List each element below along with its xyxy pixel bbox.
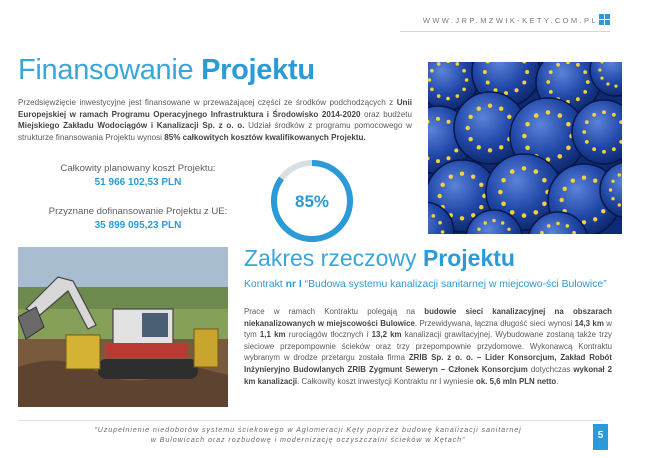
eu-grant-value: 35 899 095,23 PLN <box>94 220 182 231</box>
eu-star <box>566 146 571 151</box>
eu-star <box>534 113 539 118</box>
text-bold: 14,3 km <box>574 318 604 328</box>
eu-star <box>592 113 596 117</box>
eu-star <box>510 210 515 215</box>
eu-star <box>547 224 551 228</box>
eu-star <box>460 172 464 176</box>
eu-star <box>441 230 445 234</box>
eu-grant-label: Przyznane dofinansowanie Projektu z UE: <box>48 206 228 217</box>
eu-star <box>446 97 450 101</box>
text-bold: ok. 5,6 mln PLN netto <box>476 376 557 386</box>
text-bold: Unii Europejskiej w ramach Programu Operacyjnego Infrastruktura i Środowisko 2014-2020 <box>18 98 412 119</box>
eu-star <box>507 115 511 119</box>
eu-star <box>583 70 587 74</box>
eu-star <box>449 175 453 179</box>
windows-grid-icon <box>599 14 610 25</box>
eu-star <box>556 222 560 226</box>
eu-star <box>454 149 458 153</box>
eu-star <box>583 90 587 94</box>
eu-star <box>546 80 550 84</box>
footer-line-2: w Bulowicach oraz rozbudowę i modernizację oczyszczalni ścieków w Kętach” <box>150 434 466 444</box>
eu-star <box>546 110 551 115</box>
excavator-tracks <box>98 359 198 379</box>
text-run: . Całkowity koszt inwestycji Kontraktu nr I wyniesie <box>297 376 476 386</box>
excavator-photo <box>18 247 228 407</box>
eu-star <box>456 62 460 66</box>
total-cost-value: 51 966 102,53 PLN <box>94 177 182 188</box>
eu-star <box>488 148 492 152</box>
eu-star <box>522 213 527 218</box>
text-run: kanalizacji grawitacyjnej. Wybudowane zostaną także trzy sieciowe przepompownie ścieków oraz trzy przepompownie przydomowe. Wykonawcą Kontraktu wybranym w drodze przetargu została firma <box>244 330 612 363</box>
text-bold: nr I <box>285 279 302 290</box>
section-title-financing <box>18 54 315 86</box>
text-run: . <box>556 376 559 386</box>
text-bold: 13,2 km <box>371 330 402 340</box>
title-light: Finansowanie <box>18 54 202 86</box>
eu-star <box>522 134 527 139</box>
eu-star <box>556 63 560 67</box>
eu-star <box>618 173 621 176</box>
text-run: Kontrakt <box>244 279 286 290</box>
eu-star <box>560 198 564 202</box>
eu-star <box>456 94 460 98</box>
eu-flag-badges-photo <box>428 62 622 234</box>
eu-star <box>585 140 589 144</box>
cab-window <box>142 313 168 337</box>
eu-star <box>462 69 466 73</box>
text-run: rurociągów tłocznych i <box>285 330 372 340</box>
eu-star <box>576 97 580 101</box>
eu-star <box>601 209 605 213</box>
eu-star <box>488 104 492 108</box>
eu-star <box>609 188 612 191</box>
financing-paragraph <box>18 97 412 143</box>
eu-star <box>571 179 575 183</box>
eu-star <box>492 219 495 222</box>
eu-star <box>534 210 539 215</box>
eu-star <box>566 122 571 127</box>
eu-star <box>582 130 586 134</box>
eu-star <box>484 221 487 224</box>
eu-star <box>507 228 510 231</box>
eu-star <box>558 113 563 118</box>
eu-star <box>585 120 589 124</box>
eu-star <box>477 107 481 111</box>
eu-star <box>525 70 529 74</box>
eu-star <box>542 202 547 207</box>
text-run: Prace w ramach Kontraktu polegają na <box>244 307 425 316</box>
eu-star <box>469 137 473 141</box>
formwork-right <box>194 329 218 367</box>
total-cost-label: Całkowity planowany koszt Projektu: <box>60 163 216 174</box>
eu-star <box>462 88 466 92</box>
eu-star <box>469 115 473 119</box>
website-url[interactable]: WWW.JRP.MZWIK-KETY.COM.PL <box>422 16 598 25</box>
eu-star <box>479 183 483 187</box>
text-run: . Przewidywana, łączna długość sieci wynosi <box>414 318 575 328</box>
eu-star <box>486 81 490 85</box>
eu-star <box>593 217 597 221</box>
formwork-left <box>66 335 100 369</box>
eu-star <box>510 169 515 174</box>
eu-star <box>522 81 526 85</box>
project-footer-title <box>36 425 580 444</box>
eu-star <box>430 88 434 92</box>
text-run: oraz budżetu <box>360 109 412 119</box>
eu-star <box>498 190 503 195</box>
eu-star <box>602 110 606 114</box>
eu-star <box>501 221 504 224</box>
eu-star <box>549 70 553 74</box>
text-run: Przedsięwzięcie inwestycyjne jest finansowane w przeważającej części ze środków podchodzących z <box>18 98 397 107</box>
eu-star <box>525 122 530 127</box>
eu-star <box>515 88 519 92</box>
eu-star <box>612 113 616 117</box>
eu-star <box>593 179 597 183</box>
eu-star <box>501 202 506 207</box>
eu-star <box>611 180 614 183</box>
text-bold: budowie sieci kanalizacyjnej na obszarach niekanalizowanych w miejscowości Bulowice <box>244 307 612 328</box>
eu-star <box>447 156 451 160</box>
eu-star <box>477 145 481 149</box>
eu-star <box>447 120 451 124</box>
eu-star <box>499 145 503 149</box>
eu-star <box>438 194 442 198</box>
eu-star <box>612 147 616 151</box>
contract-heading <box>244 279 614 292</box>
eu-star <box>479 205 483 209</box>
text-bold: wykonał 2 km kanalizacji <box>244 364 613 386</box>
section-title-scope <box>244 244 515 272</box>
eu-star <box>558 154 563 159</box>
eu-star <box>582 176 586 180</box>
eu-star <box>563 187 567 191</box>
title-bold: Projektu <box>422 245 515 271</box>
title-light: Zakres rzeczowy <box>244 245 423 271</box>
text-run: “Budowa systemu kanalizacji sanitarnej w miejcowo-ści Bulowice” <box>301 279 607 290</box>
eu-star <box>600 77 603 80</box>
eu-star <box>499 107 503 111</box>
eu-star <box>566 224 570 228</box>
page-number: 5 <box>593 424 608 450</box>
eu-star <box>522 166 527 171</box>
eu-star <box>534 169 539 174</box>
footer-line-1: “Uzupełnienie niedoborów systemu ściekowego w Aglomeracji Kęty poprzez budowę kanalizacji sanitarnej <box>94 425 522 434</box>
eu-star <box>549 90 553 94</box>
eu-star <box>611 197 614 200</box>
excavator-body-red <box>106 343 188 357</box>
eu-star <box>586 80 590 84</box>
eu-star <box>614 85 617 88</box>
text-run: w tym <box>244 318 612 340</box>
eu-star <box>602 150 606 154</box>
eu-star <box>436 159 440 163</box>
text-bold: ZRIB Sp. z o. o. – Lider Konsorcjum, Zakład Robót Inżynieryjno Budowlanych ZRIB Zygmunt Seweryn – Członek Konsorcjum <box>244 353 612 374</box>
eu-star <box>483 70 487 74</box>
eu-star <box>436 117 440 121</box>
text-bold: 1,1 km <box>259 330 286 340</box>
funding-share-donut <box>268 157 356 245</box>
eu-star <box>438 221 442 225</box>
eu-star <box>598 68 601 71</box>
eu-star <box>576 63 580 67</box>
donut-label: 85% <box>294 192 330 211</box>
eu-star <box>606 82 609 85</box>
header-divider <box>400 31 610 32</box>
footer-divider <box>18 420 603 421</box>
eu-star <box>437 62 441 66</box>
scope-paragraph <box>244 306 612 387</box>
eu-star <box>430 69 434 73</box>
eu-star <box>441 183 445 187</box>
eu-star <box>618 203 621 206</box>
text-run: dotychczas <box>527 364 574 374</box>
eu-star <box>432 214 436 218</box>
eu-star <box>592 147 596 151</box>
eu-star <box>501 178 506 183</box>
text-bold: Miejskiego Zakładu Wodociągów i Kanalizacji Sp. z o. o. <box>18 121 245 131</box>
eu-star <box>460 216 464 220</box>
eu-star <box>471 175 475 179</box>
eu-star <box>477 228 480 231</box>
eu-star <box>465 78 469 82</box>
eu-star <box>525 146 530 151</box>
eu-star <box>542 178 547 183</box>
text-bold: 85% całkowitych kosztów kwalifikowanych Projektu. <box>164 132 366 142</box>
text-run: Udział środków z programu pomocowego w strukturze finansowania Projektu wynosi <box>18 121 412 142</box>
eu-star <box>437 94 441 98</box>
eu-star <box>466 126 470 130</box>
title-bold: Projektu <box>201 54 315 86</box>
